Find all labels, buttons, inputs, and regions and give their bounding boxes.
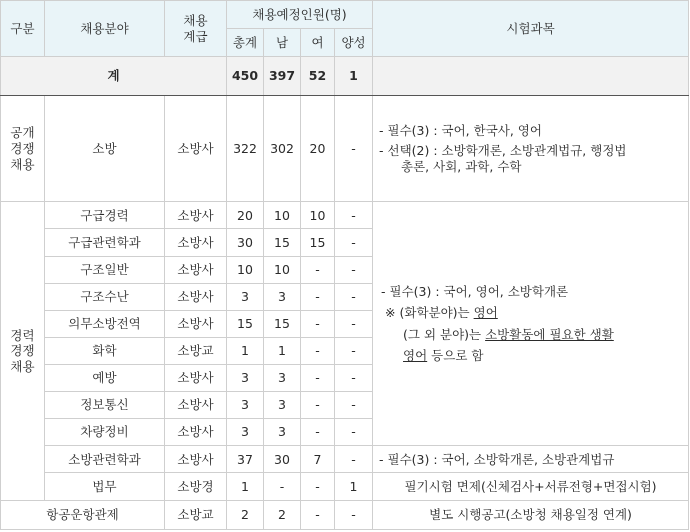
header-both: 양성 bbox=[335, 29, 373, 57]
career-female: - bbox=[301, 283, 335, 310]
open-group bbox=[1, 96, 45, 202]
career-rank: 소방사 bbox=[165, 256, 227, 283]
airport-both: - bbox=[335, 500, 373, 529]
career-rank: 소방교 bbox=[165, 337, 227, 364]
career-rank: 소방사 bbox=[165, 446, 227, 473]
career-male: 3 bbox=[264, 283, 301, 310]
note-mark: ※ bbox=[385, 305, 396, 321]
career-row bbox=[1, 202, 689, 229]
line3-b: 소방활동에 필요한 생활 bbox=[485, 326, 614, 342]
career-both: - bbox=[335, 202, 373, 229]
career-rank: 소방사 bbox=[165, 202, 227, 229]
total-female: 52 bbox=[301, 57, 335, 96]
career-both: - bbox=[335, 283, 373, 310]
airport-field: 항공운항관제 bbox=[1, 500, 165, 529]
career-row bbox=[1, 446, 689, 473]
career-female: - bbox=[301, 337, 335, 364]
career-male: 10 bbox=[264, 202, 301, 229]
career-total: 3 bbox=[227, 392, 264, 419]
career-both: - bbox=[335, 229, 373, 256]
career-rank: 소방경 bbox=[165, 473, 227, 500]
career-both: - bbox=[335, 419, 373, 446]
open-subj-line3: 총론, 사회, 과학, 수학 bbox=[401, 159, 522, 175]
total-subjects bbox=[373, 57, 689, 96]
career-female: - bbox=[301, 256, 335, 283]
note-a: (화학분야)는 bbox=[399, 305, 470, 321]
career-male: 3 bbox=[264, 365, 301, 392]
airport-total: 2 bbox=[227, 500, 264, 529]
note-b: 영어 bbox=[473, 305, 498, 321]
career-field: 정보통신 bbox=[45, 392, 165, 419]
career-field: 구급경력 bbox=[45, 202, 165, 229]
open-subj-line2: - 선택(2) : 소방학개론, 소방관계법규, 행정법 bbox=[379, 143, 627, 159]
career-field: 구급관련학과 bbox=[45, 229, 165, 256]
career-rank: 소방사 bbox=[165, 283, 227, 310]
career-rank: 소방사 bbox=[165, 229, 227, 256]
career-total: 3 bbox=[227, 283, 264, 310]
header-field: 채용분야 bbox=[45, 1, 165, 57]
career-male: 10 bbox=[264, 256, 301, 283]
line4-a: 영어 bbox=[403, 348, 428, 364]
career-female: - bbox=[301, 310, 335, 337]
open-group-line1: 공개 bbox=[10, 125, 35, 141]
career-field: 법무 bbox=[45, 473, 165, 500]
career-female: 10 bbox=[301, 202, 335, 229]
airport-subjects: 별도 시행공고(소방청 채용일정 연계) bbox=[373, 500, 689, 529]
career-total: 1 bbox=[227, 337, 264, 364]
header-male: 남 bbox=[264, 29, 301, 57]
open-female: 20 bbox=[301, 96, 335, 202]
career-total: 37 bbox=[227, 446, 264, 473]
legal-subjects: 필기시험 면제(신체검사+서류전형+면접시험) bbox=[373, 473, 689, 500]
career-field: 차량정비 bbox=[45, 419, 165, 446]
career-male: - bbox=[264, 473, 301, 500]
line4-b: 등으로 함 bbox=[431, 348, 484, 364]
career-total: 3 bbox=[227, 365, 264, 392]
career-group bbox=[1, 202, 45, 500]
total-row bbox=[1, 57, 689, 96]
career-subj-line4 bbox=[381, 348, 682, 364]
header-female: 여 bbox=[301, 29, 335, 57]
career-female: - bbox=[301, 419, 335, 446]
career-male: 1 bbox=[264, 337, 301, 364]
career-group-line3: 채용 bbox=[10, 358, 35, 374]
total-total: 450 bbox=[227, 57, 264, 96]
career-field: 소방관련학과 bbox=[45, 446, 165, 473]
line3-a: (그 외 분야)는 bbox=[403, 326, 482, 342]
career-field: 화학 bbox=[45, 337, 165, 364]
career-subjects bbox=[373, 202, 689, 446]
career-both: - bbox=[335, 392, 373, 419]
career-male: 15 bbox=[264, 229, 301, 256]
career-both: - bbox=[335, 256, 373, 283]
airport-female: - bbox=[301, 500, 335, 529]
fire-dept-subjects: - 필수(3) : 국어, 소방학개론, 소방관계법규 bbox=[373, 446, 689, 473]
career-subj-line3 bbox=[381, 327, 682, 343]
header-total: 총계 bbox=[227, 29, 264, 57]
career-field: 구조일반 bbox=[45, 256, 165, 283]
header-rank-line2: 계급 bbox=[183, 28, 208, 44]
total-both: 1 bbox=[335, 57, 373, 96]
career-rank: 소방사 bbox=[165, 419, 227, 446]
career-subj-line1: - 필수(3) : 국어, 영어, 소방학개론 bbox=[381, 283, 569, 299]
career-female: - bbox=[301, 365, 335, 392]
header-category: 구분 bbox=[1, 1, 45, 57]
career-rank: 소방사 bbox=[165, 310, 227, 337]
career-total: 1 bbox=[227, 473, 264, 500]
career-field: 의무소방전역 bbox=[45, 310, 165, 337]
career-female: - bbox=[301, 473, 335, 500]
open-field: 소방 bbox=[45, 96, 165, 202]
open-male: 302 bbox=[264, 96, 301, 202]
airport-row bbox=[1, 500, 689, 529]
career-male: 15 bbox=[264, 310, 301, 337]
airport-male: 2 bbox=[264, 500, 301, 529]
career-rank: 소방사 bbox=[165, 392, 227, 419]
career-row bbox=[1, 473, 689, 500]
airport-rank: 소방교 bbox=[165, 500, 227, 529]
career-both: - bbox=[335, 365, 373, 392]
open-subj-line1: - 필수(3) : 국어, 한국사, 영어 bbox=[379, 122, 542, 138]
open-both: - bbox=[335, 96, 373, 202]
open-subjects bbox=[373, 96, 689, 202]
total-male: 397 bbox=[264, 57, 301, 96]
career-total: 15 bbox=[227, 310, 264, 337]
career-field: 구조수난 bbox=[45, 283, 165, 310]
career-total: 30 bbox=[227, 229, 264, 256]
header-rank-line1: 채용 bbox=[183, 12, 208, 28]
career-male: 3 bbox=[264, 392, 301, 419]
career-both: - bbox=[335, 337, 373, 364]
career-female: - bbox=[301, 392, 335, 419]
open-group-line3: 채용 bbox=[10, 156, 35, 172]
open-group-line2: 경쟁 bbox=[10, 140, 35, 156]
open-total: 322 bbox=[227, 96, 264, 202]
career-group-line1: 경력 bbox=[10, 327, 35, 343]
career-female: 15 bbox=[301, 229, 335, 256]
career-male: 3 bbox=[264, 419, 301, 446]
career-both: - bbox=[335, 446, 373, 473]
career-both: - bbox=[335, 310, 373, 337]
career-female: 7 bbox=[301, 446, 335, 473]
career-field: 예방 bbox=[45, 365, 165, 392]
career-male: 30 bbox=[264, 446, 301, 473]
career-subj-note bbox=[381, 305, 682, 321]
total-label: 계 bbox=[1, 57, 227, 96]
header-planned: 채용예정인원(명) bbox=[227, 1, 373, 29]
career-total: 3 bbox=[227, 419, 264, 446]
career-both: 1 bbox=[335, 473, 373, 500]
open-row bbox=[1, 96, 689, 202]
career-total: 10 bbox=[227, 256, 264, 283]
header-rank bbox=[165, 1, 227, 57]
career-group-line2: 경쟁 bbox=[10, 343, 35, 359]
career-rank: 소방사 bbox=[165, 365, 227, 392]
open-rank: 소방사 bbox=[165, 96, 227, 202]
career-total: 20 bbox=[227, 202, 264, 229]
header-subjects: 시험과목 bbox=[373, 1, 689, 57]
